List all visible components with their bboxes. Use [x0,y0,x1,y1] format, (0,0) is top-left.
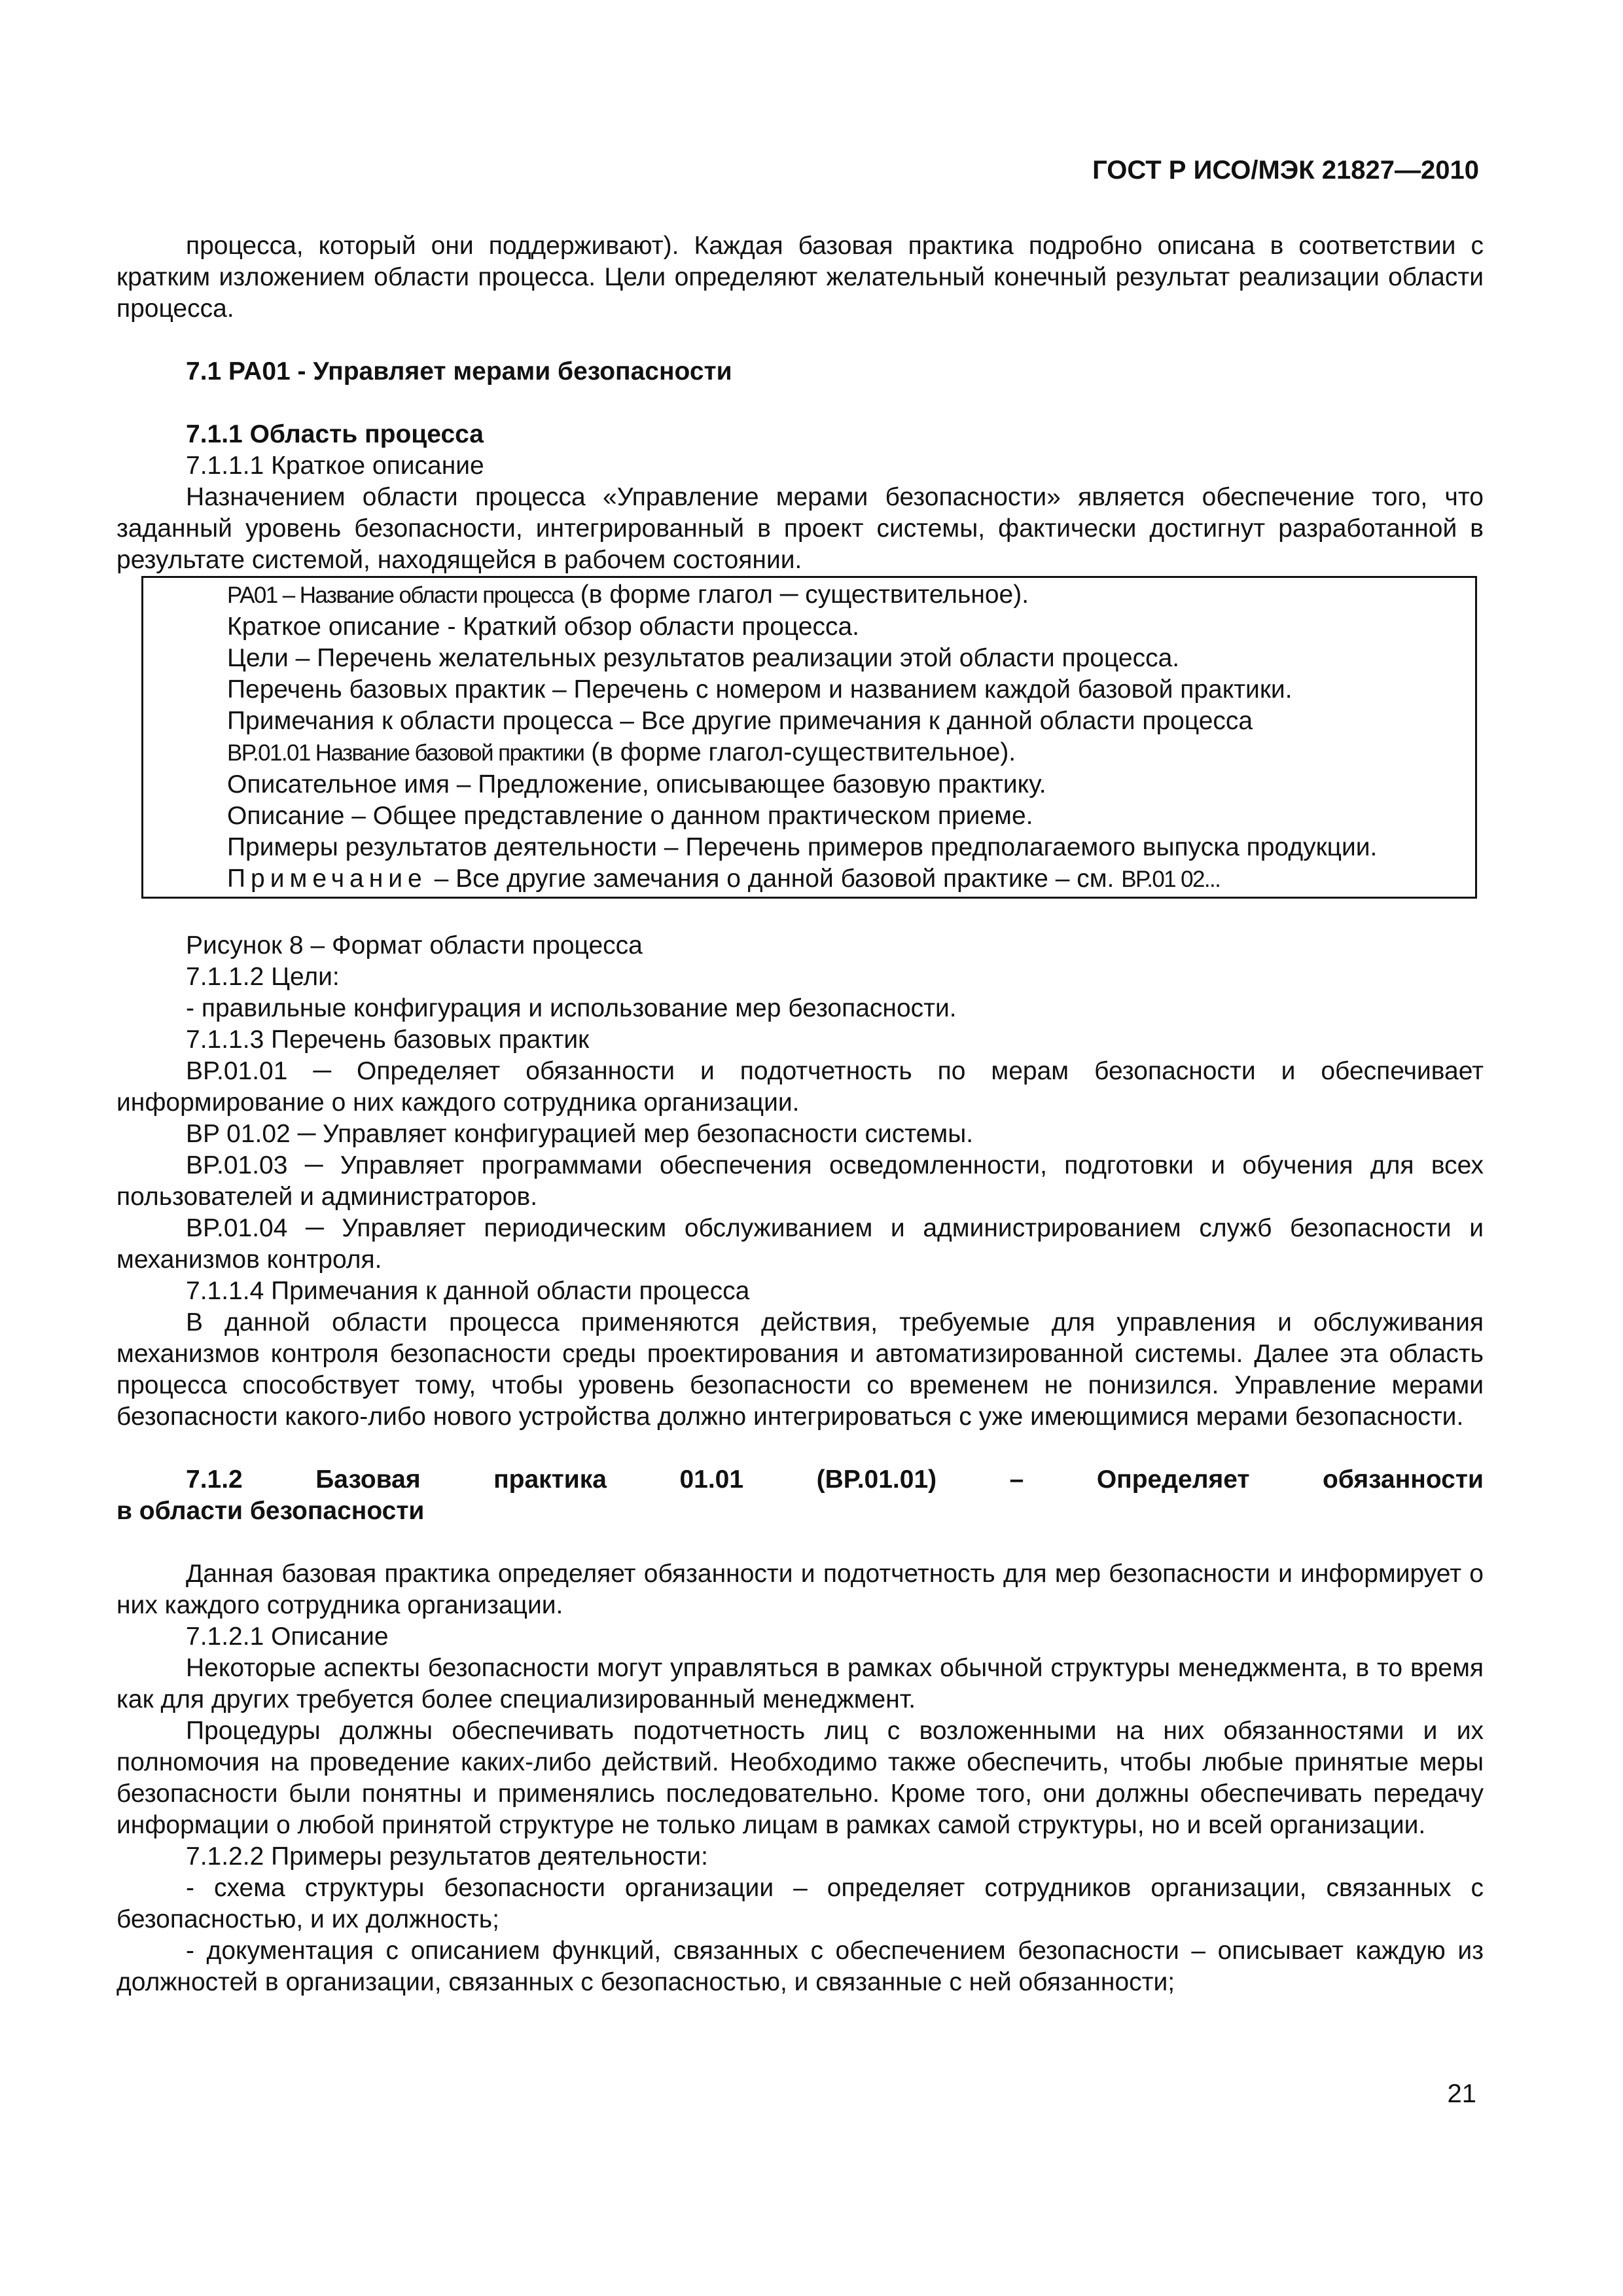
format-line-descriptive-name: Описательное имя – Предложение, описывающее базовую практику. [227,770,1046,798]
format-line-goals: Цели – Перечень желательных результатов реализации этой области процесса. [227,644,1180,672]
notes-heading: 7.1.1.4 Примечания к данной области процесса [186,1277,750,1305]
notes-paragraph: В данной области процесса применяются действия, требуемые для управления и обслуживания механизмов контроля безопасности среды проектирования и автоматизированной системы. Далее эта область процесса способствует тому, чтобы уровень безопасности со временем не понизился. Управление мерами безопасности какого-либо нового устройства должно интегрироваться с уже имеющимися мерами безопасности. [116,1308,1484,1431]
bp-list-item: BP.01.01 ─ Определяет обязанности и подотчетность по мерам безопасности и обеспечивает информирование о них каждого сотрудника организации. [116,1057,1484,1117]
format-line-work-products: Примеры результатов деятельности – Перечень примеров предполагаемого выпуска продукции. [227,833,1378,861]
format-line-bp-list: Перечень базовых практик – Перечень с номером и названием каждой базовой практики. [227,675,1293,704]
example-item: - схема структуры безопасности организации – определяет сотрудников организации, связанных с безопасностью, и их должность; [116,1874,1484,1933]
format-note-label: Примечание [227,865,427,893]
page-content [116,230,1484,1998]
example-item: - документация с описанием функций, связанных с обеспечением безопасности – описывает каждую из должностей в организации, связанных с безопасностью, и связанные с ней обязанности; [116,1937,1484,1996]
format-line-pa01: PA01 – Название области процесса (в форме глагол ─ существительное). [227,581,1029,609]
section-7-1-heading: 7.1 PA01 - Управляет мерами безопасности [186,357,732,386]
format-bp-code: BP.01.01 Название базовой практики [227,740,584,766]
bp-list-item: BP 01.02 ─ Управляет конфигурацией мер безопасности системы. [186,1120,974,1148]
bp-list-item: BP.01.03 ─ Управляет программами обеспечения осведомленности, подготовки и обучения для всех пользователей и администраторов. [116,1151,1484,1211]
format-pa01-code: PA01 – Название области процесса [227,583,573,608]
page-number: 21 [1447,2079,1476,2108]
format-line-description: Описание – Общее представление о данном практическом приеме. [227,802,1033,830]
intro-paragraph: процесса, который они поддерживают). Каждая базовая практика подробно описана в соответствии с кратким изложением области процесса. Цели определяют желательный конечный результат реализации области процесса. [116,232,1484,323]
format-line-pa-notes: Примечания к области процесса – Все другие примечания к данной области процесса [227,707,1253,735]
bp-list-heading: 7.1.1.3 Перечень базовых практик [186,1026,590,1054]
description-heading: 7.1.2.1 Описание [186,1623,389,1651]
bp-intro-paragraph: Данная базовая практика определяет обязанности и подотчетность для мер безопасности и информирует о них каждого сотрудника организации. [116,1560,1484,1619]
bp-list-item: BP.01.04 ─ Управляет периодическим обслуживанием и администрированием служб безопасности и механизмов контроля. [116,1214,1484,1274]
section-7-1-1-heading: 7.1.1 Область процесса [186,420,484,448]
description-paragraph: Процедуры должны обеспечивать подотчетность лиц с возложенными на них обязанностями и их полномочия на проведение каких-либо действий. Необходимо также обеспечить, чтобы любые принятые меры безопасности были понятны и применялись последовательно. Кроме того, они должны обеспечивать передачу информации о любой принятой структуре не только лицам в рамках самой структуры, но и всей организации. [116,1717,1484,1839]
section-7-1-2-heading: 7.1.2 Базовая практика 01.01 (BP.01.01) – Определяет обязанности [186,1465,1484,1494]
examples-heading: 7.1.2.2 Примеры результатов деятельности: [186,1842,708,1871]
figure-caption: Рисунок 8 – Формат области процесса [186,931,643,960]
standard-header: ГОСТ Р ИСО/МЭК 21827—2010 [1092,156,1479,185]
section-7-1-2-heading-line2: в области безопасности [116,1497,425,1525]
purpose-paragraph: Назначением области процесса «Управление мерами безопасности» является обеспечение того, что заданный уровень безопасности, интегрированный в проект системы, фактически достигнут разработанной в результате системой, находящейся в рабочем состоянии. [116,483,1484,574]
subsection-7-1-1-1-heading: 7.1.1.1 Краткое описание [186,452,484,480]
description-paragraph: Некоторые аспекты безопасности могут управляться в рамках обычной структуры менеджмента, в то время как для других требуется более специализированный менеджмент. [116,1654,1484,1713]
format-line-summary: Краткое описание - Краткий обзор области процесса. [227,613,859,641]
goals-heading: 7.1.1.2 Цели: [186,963,340,991]
goals-item: - правильные конфигурация и использование мер безопасности. [186,994,957,1022]
process-area-format-box [141,576,1477,899]
format-line-bp: BP.01.01 Название базовой практики (в форме глагол-существительное). [227,738,1016,766]
format-line-bp-notes: Примечание – Все другие замечания о данной базовой практике – см. BP.01 02... [227,865,1221,893]
